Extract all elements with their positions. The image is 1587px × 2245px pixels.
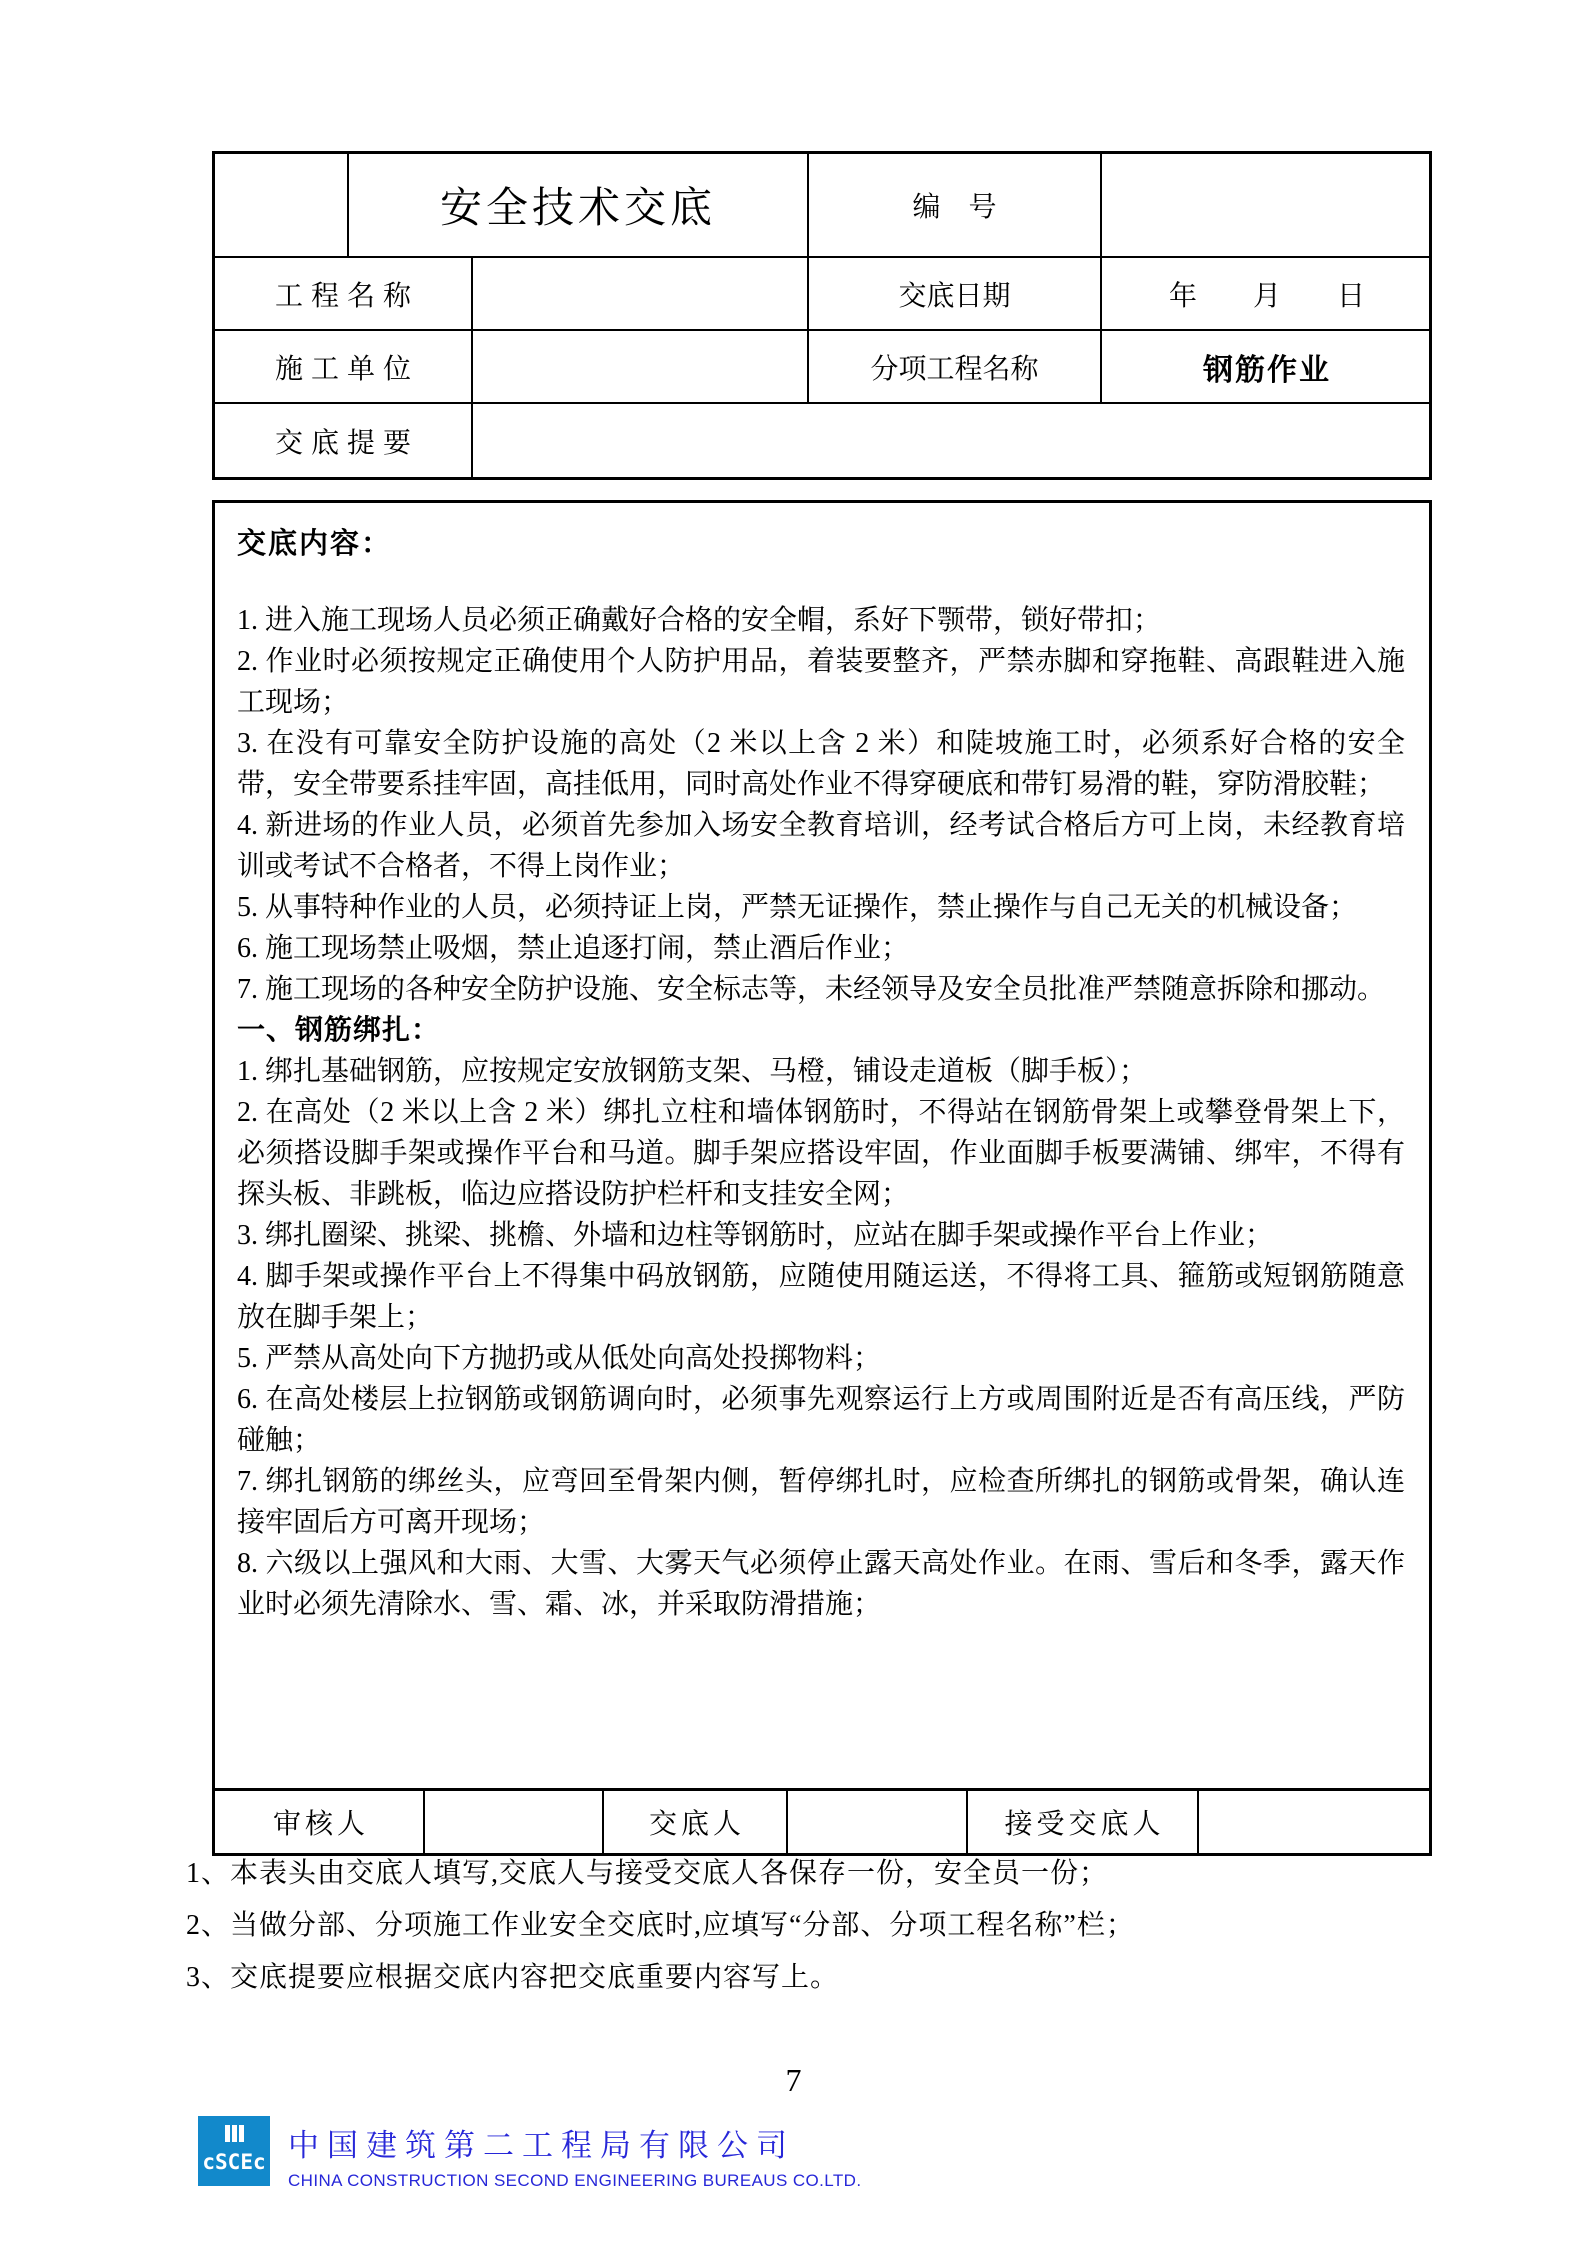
header-table [212, 151, 1432, 480]
footnotes [186, 1848, 1476, 2004]
doc-number-label: 编 号 [809, 154, 1102, 258]
section-item: 2. 在高处（2 米以上含 2 米）绑扎立柱和墙体钢筋时，不得站在钢筋骨架上或攀登骨架上下，必须搭设脚手架或操作平台和马道。脚手架应搭设牢固，作业面脚手板要满铺、绑牢，不得有探头板、非跳板，临边应搭设防护栏杆和支挂安全网； [237, 1097, 1405, 1210]
company-name-en: CHINA CONSTRUCTION SECOND ENGINEERING BUREAUS CO.LTD. [288, 2171, 862, 2190]
section-item: 3. 绑扎圈梁、挑梁、挑檐、外墙和边柱等钢筋时，应站在脚手架或操作平台上作业； [237, 1220, 1274, 1251]
page-number: 7 [785, 2062, 802, 2098]
section-title-rebar-binding: 一、钢筋绑扎： [237, 1015, 441, 1046]
footnote: 2、当做分部、分项施工作业安全交底时,应填写“分部、分项工程名称”栏； [186, 1910, 1135, 1941]
sub-project-name-label: 分项工程名称 [809, 331, 1102, 404]
summary-value-cell [473, 404, 1432, 477]
footnote: 1、本表头由交底人填写,交底人与接受交底人各保存一份，安全员一份； [186, 1858, 1109, 1889]
sub-project-name-value: 钢筋作业 [1102, 331, 1432, 404]
footer-company-block [288, 2120, 861, 2191]
receiver-label: 接受交底人 [968, 1791, 1199, 1853]
receiver-value-cell [1199, 1791, 1429, 1853]
general-item: 2. 作业时必须按规定正确使用个人防护用品，着装要整齐，严禁赤脚和穿拖鞋、高跟鞋进入施工现场； [237, 646, 1405, 718]
disclosure-date-label: 交底日期 [809, 258, 1102, 331]
reviewer-label: 审核人 [215, 1791, 425, 1853]
section-item: 7. 绑扎钢筋的绑丝头，应弯回至骨架内侧，暂停绑扎时，应检查所绑扎的钢筋或骨架，确认连接牢固后方可离开现场； [237, 1466, 1405, 1538]
section-item: 6. 在高处楼层上拉钢筋或钢筋调向时，必须事先观察运行上方或周围附近是否有高压线，严防碰触； [237, 1384, 1405, 1456]
doc-number-value-cell [1102, 154, 1432, 258]
reviewer-value-cell [425, 1791, 604, 1853]
footnote: 3、交底提要应根据交底内容把交底重要内容写上。 [186, 1962, 840, 1993]
document-title: 安全技术交底 [349, 154, 809, 258]
general-item: 6. 施工现场禁止吸烟，禁止追逐打闹，禁止酒后作业； [237, 933, 910, 964]
signature-table [212, 1788, 1432, 1856]
svg-text:cSCEc: cSCEc [202, 2150, 266, 2174]
project-name-value-cell [473, 258, 809, 331]
header-empty-corner-cell [215, 154, 349, 258]
section-item: 4. 脚手架或操作平台上不得集中码放钢筋，应随使用随运送，不得将工具、箍筋或短钢筋随意放在脚手架上； [237, 1261, 1405, 1333]
general-item: 7. 施工现场的各种安全防护设施、安全标志等，未经领导及安全员批准严禁随意拆除和挪动。 [237, 974, 1386, 1005]
section-item: 8. 六级以上强风和大雨、大雪、大雾天气必须停止露天高处作业。在雨、雪后和冬季，露天作业时必须先清除水、雪、霜、冰，并采取防滑措施； [237, 1548, 1405, 1620]
project-name-label: 工程名称 [215, 258, 473, 331]
construction-unit-label: 施工单位 [215, 331, 473, 404]
general-item: 5. 从事特种作业的人员，必须持证上岗，严禁无证操作，禁止操作与自己无关的机械设备； [237, 892, 1358, 923]
general-item: 1. 进入施工现场人员必须正确戴好合格的安全帽，系好下颚带，锁好带扣； [237, 605, 1162, 636]
discloser-label: 交底人 [604, 1791, 788, 1853]
summary-label: 交底提要 [215, 404, 473, 477]
section-item: 1. 绑扎基础钢筋，应按规定安放钢筋支架、马橙，铺设走道板（脚手板）； [237, 1056, 1148, 1087]
disclosure-date-value-cell: 年 月 日 [1102, 258, 1432, 331]
discloser-value-cell [788, 1791, 968, 1853]
content-heading: 交底内容： [237, 528, 393, 560]
cscec-logo-icon [198, 2116, 270, 2186]
general-item: 3. 在没有可靠安全防护设施的高处（2 米以上含 2 米）和陡坡施工时，必须系好合格的安全带，安全带要系挂牢固，高挂低用，同时高处作业不得穿硬底和带钉易滑的鞋，穿防滑胶鞋； [237, 728, 1405, 800]
construction-unit-value-cell [473, 331, 809, 404]
disclosure-content-box [212, 500, 1432, 1791]
company-name-cn: 中国建筑第二工程局有限公司 [288, 2128, 795, 2163]
general-item: 4. 新进场的作业人员，必须首先参加入场安全教育培训，经考试合格后方可上岗，未经教育培训或考试不合格者，不得上岗作业； [237, 810, 1405, 882]
section-item: 5. 严禁从高处向下方抛扔或从低处向高处投掷物料； [237, 1343, 882, 1374]
